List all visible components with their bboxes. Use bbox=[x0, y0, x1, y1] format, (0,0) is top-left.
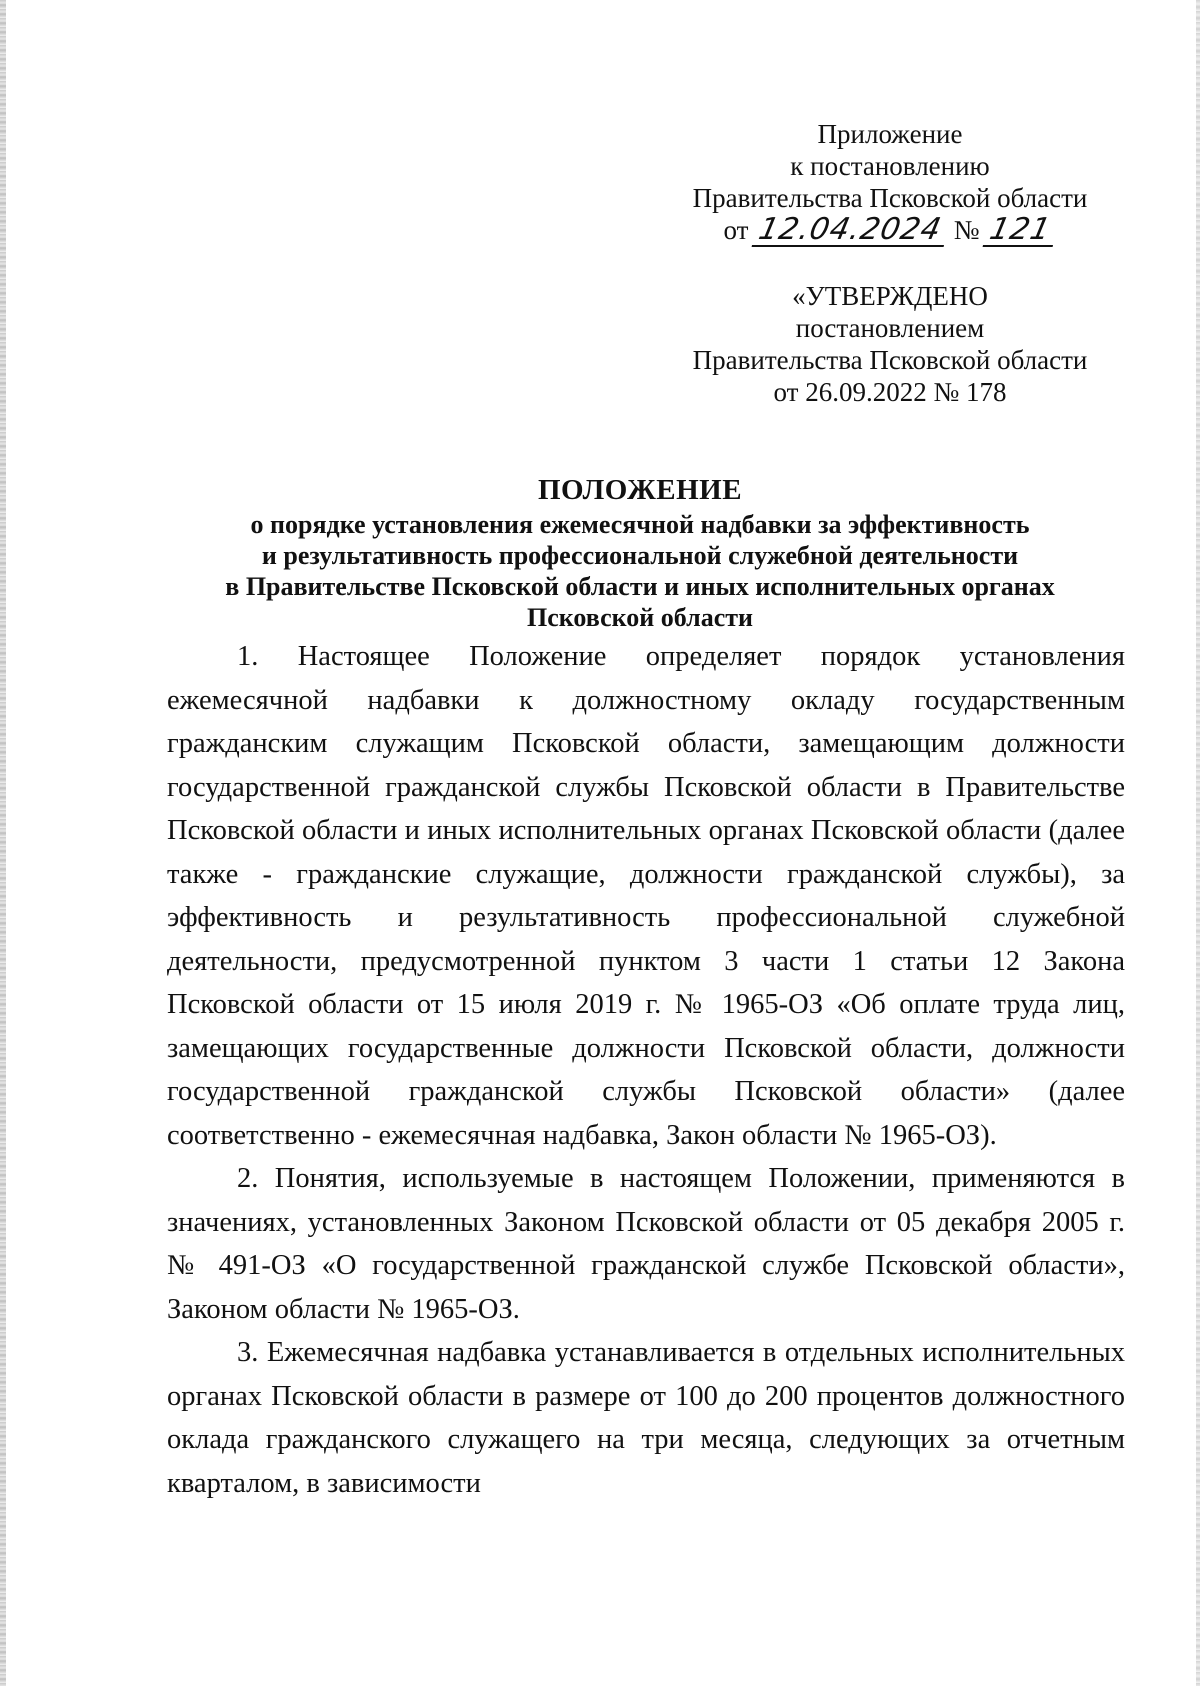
document-body bbox=[167, 635, 1125, 1505]
paragraph-3: 3. Ежемесячная надбавка устанавливается в отдельных исполнительных органах Псковской области в размере от 100 до 200 процентов должностного оклада гражданского служащего на три месяца, следующих за отчетным кварталом, в зависимости bbox=[167, 1337, 1125, 1499]
approved-line-1: «УТВЕРЖДЕНО bbox=[792, 281, 988, 311]
title-sub-2: и результативность профессиональной служебной деятельности bbox=[261, 541, 1019, 570]
number-sign: № bbox=[953, 215, 980, 245]
handwritten-number: 121 bbox=[983, 215, 1060, 247]
approved-stamp-text bbox=[660, 280, 1120, 408]
paragraph-1: 1. Настоящее Положение определяет порядок установления ежемесячной надбавки к должностному окладу государственным гражданским служащим Псковской области, замещающим должности государственной гражданской службы Псковской области в Правительстве Псковской области и иных исполнительных органах Псковской области (далее также - гражданские служащие, должности гражданской службы), за эффективность и результативность профессиональной служебной деятельности, предусмотренной пунктом 3 части 1 статьи 12 Закона Псковской области от 15 июля 2019 г. № 1965-ОЗ «Об оплате труда лиц, замещающих государственные должности Псковской области, должности государственной гражданской службы Псковской области» (далее соответственно - ежемесячная надбавка, Закон области № 1965-ОЗ). bbox=[167, 641, 1125, 1151]
appendix-date-line bbox=[660, 214, 1120, 247]
scan-edge-right bbox=[1196, 0, 1200, 1686]
approved-line-3: Правительства Псковской области bbox=[692, 345, 1088, 375]
appendix-line-2: к постановлению bbox=[790, 151, 990, 181]
paragraph-2: 2. Понятия, используемые в настоящем Положении, применяются в значениях, установленных Законом Псковской области от 05 декабря 2005 г. № 491-ОЗ «О государственной гражданской службе Псковской области», Законом области № 1965-ОЗ. bbox=[167, 1163, 1125, 1325]
document-title bbox=[150, 475, 1130, 633]
title-main: ПОЛОЖЕНИЕ bbox=[537, 474, 743, 506]
date-prefix: от bbox=[723, 215, 749, 245]
appendix-header bbox=[660, 118, 1120, 247]
handwritten-date: 12.04.2024 bbox=[752, 215, 951, 247]
appendix-line-1: Приложение bbox=[817, 119, 963, 149]
approved-line-4: от 26.09.2022 № 178 bbox=[773, 377, 1007, 407]
title-sub-1: о порядке установления ежемесячной надбавки за эффективность bbox=[250, 510, 1030, 539]
approved-line-2: постановлением bbox=[795, 313, 985, 343]
appendix-line-3: Правительства Псковской области bbox=[692, 183, 1088, 213]
title-sub-3: в Правительстве Псковской области и иных исполнительных органах bbox=[225, 572, 1055, 601]
title-sub-4: Псковской области bbox=[526, 603, 753, 632]
scan-edge-left bbox=[0, 0, 6, 1686]
